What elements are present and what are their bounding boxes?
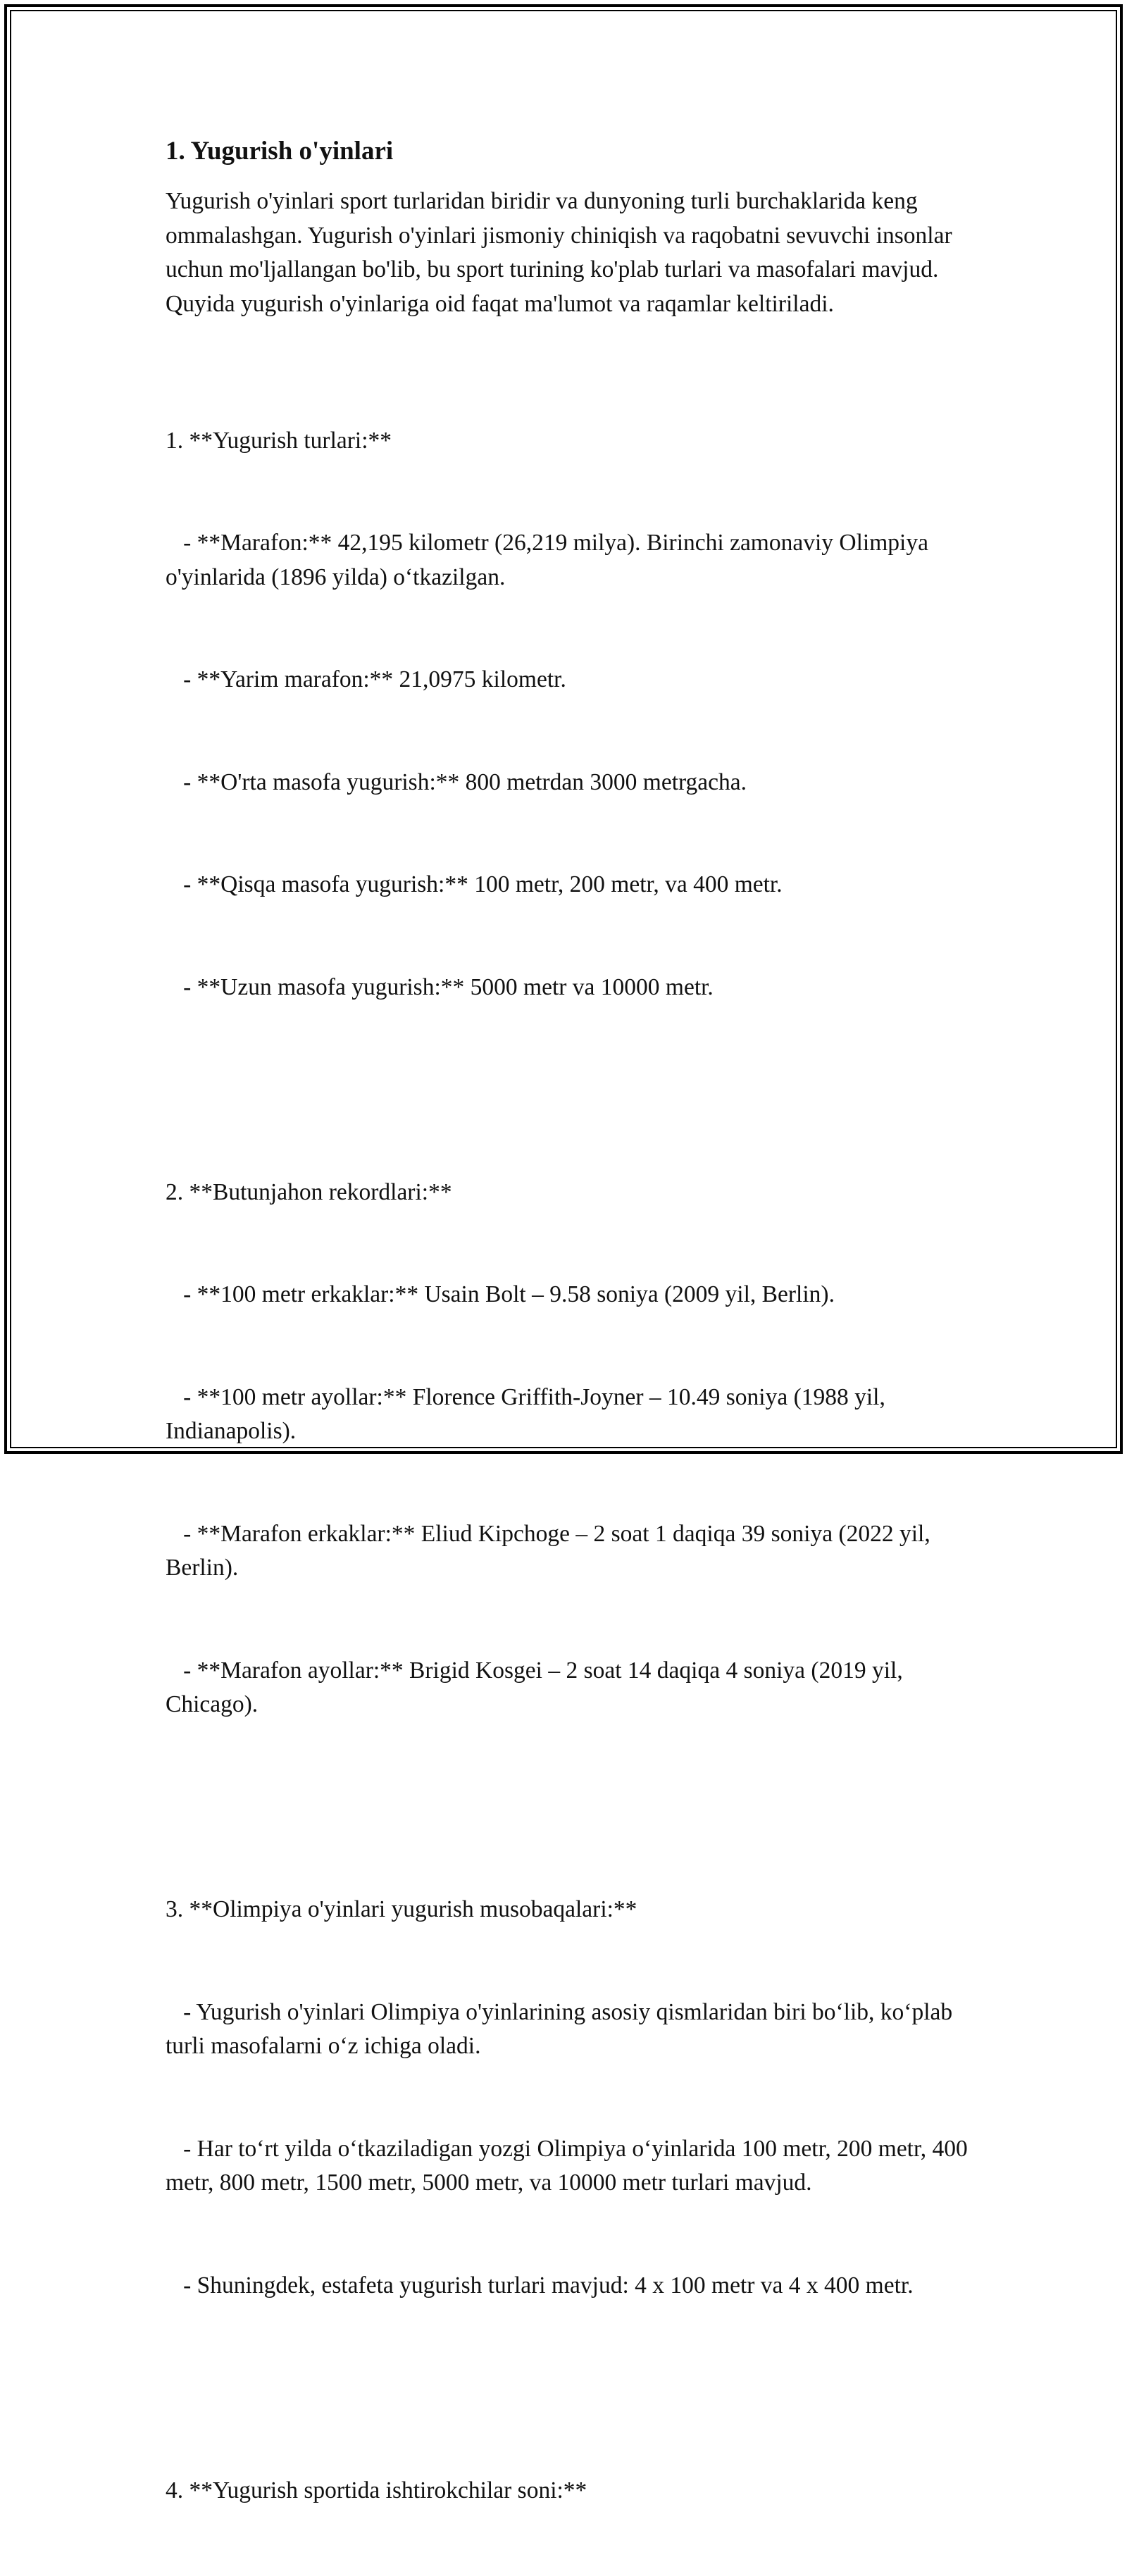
list-item: - **O'rta masofa yugurish:** 800 metrdan 3000 metrgacha. bbox=[166, 766, 983, 800]
section-heading: 4. **Yugurish sportida ishtirokchilar soni:** bbox=[166, 2474, 983, 2508]
section-running-types bbox=[166, 356, 983, 1074]
list-item: - **Marafon ayollar:** Brigid Kosgei – 2 soat 14 daqiqa 4 soniya (2019 yil, Chicago). bbox=[166, 1654, 983, 1722]
document-title: 1. Yugurish o'yinlari bbox=[166, 131, 983, 172]
list-item: - **100 metr ayollar:** Florence Griffith-Joyner – 10.49 soniya (1988 yil, Indianapolis). bbox=[166, 1381, 983, 1449]
section-heading: 3. **Olimpiya o'yinlari yugurish musobaqalari:** bbox=[166, 1893, 983, 1927]
section-heading: 1. **Yugurish turlari:** bbox=[166, 424, 983, 459]
list-item: - **Qisqa masofa yugurish:** 100 metr, 200 metr, va 400 metr. bbox=[166, 868, 983, 902]
list-item: - Yugurish o'yinlari Olimpiya o'yinlarining asosiy qismlaridan biri bo‘lib, ko‘plab turli masofalarni o‘z ichiga oladi. bbox=[166, 1996, 983, 2064]
list-item: - **Yarim marafon:** 21,0975 kilometr. bbox=[166, 663, 983, 697]
list-item: - **Uzun masofa yugurish:** 5000 metr va 10000 metr. bbox=[166, 971, 983, 1005]
intro-paragraph: Yugurish o'yinlari sport turlaridan biridir va dunyoning turli burchaklarida keng ommalashgan. Yugurish o'yinlari jismoniy chiniqish va raqobatni sevuvchi insonlar uchun mo'ljallangan bo'lib, bu sport turining ko'plab turlari va masofalari mavjud. Quyida yugurish o'yinlariga oid faqat ma'lumot va raqamlar keltiriladi. bbox=[166, 185, 983, 321]
list-item: - Shuningdek, estafeta yugurish turlari mavjud: 4 x 100 metr va 4 x 400 metr. bbox=[166, 2269, 983, 2303]
list-item: - **Marafon:** 42,195 kilometr (26,219 milya). Birinchi zamonaviy Olimpiya o'yinlarida (1896 yilda) o‘tkazilgan. bbox=[166, 526, 983, 595]
section-participants bbox=[166, 2406, 983, 2576]
list-item: - **100 metr erkaklar:** Usain Bolt – 9.58 soniya (2009 yil, Berlin). bbox=[166, 1278, 983, 1312]
section-olympic-events bbox=[166, 1824, 983, 2371]
document-body bbox=[166, 131, 983, 2576]
section-world-records bbox=[166, 1107, 983, 1791]
section-heading: 2. **Butunjahon rekordlari:** bbox=[166, 1176, 983, 1210]
list-item: - Har to‘rt yilda o‘tkaziladigan yozgi Olimpiya o‘yinlarida 100 metr, 200 metr, 400 metr, 800 metr, 1500 metr, 5000 metr, va 10000 metr turlari mavjud. bbox=[166, 2132, 983, 2201]
list-item: - **Marafon erkaklar:** Eliud Kipchoge – 2 soat 1 daqiqa 39 soniya (2022 yil, Berlin). bbox=[166, 1517, 983, 1586]
